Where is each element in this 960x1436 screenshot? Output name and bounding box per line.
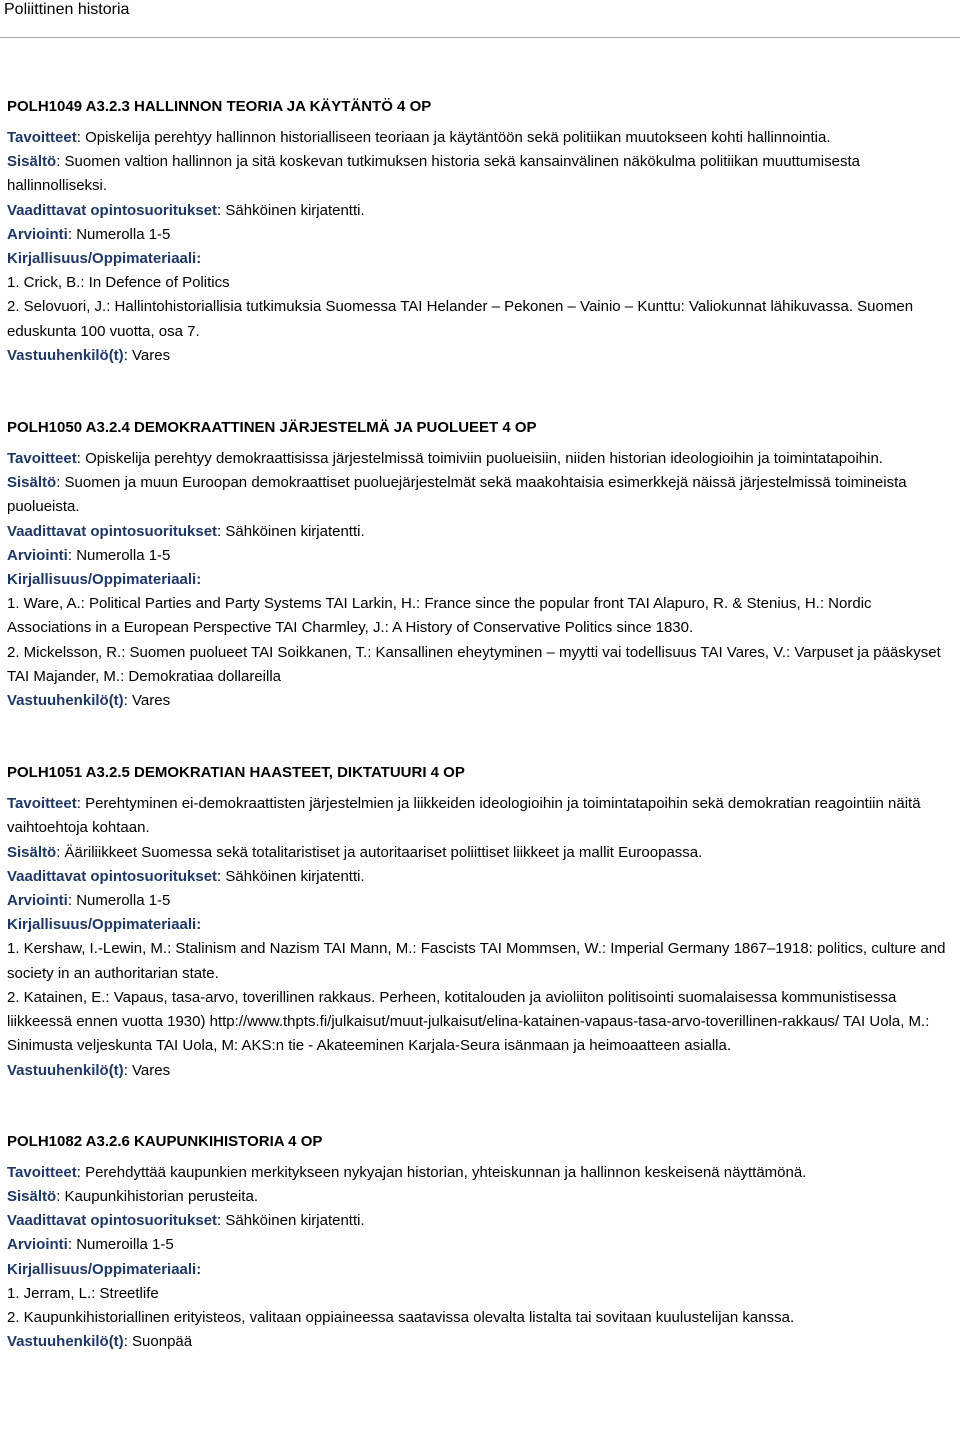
vastuu-line: Vastuuhenkilö(t): Vares xyxy=(7,346,171,364)
sisalto-text: Suomen ja muun Euroopan demokraattiset puoluejärjestelmät sekä maakohtaisia esimerkkejä näissä järjestelmissä toimineista puolueista. xyxy=(7,474,907,516)
sisalto-line: Sisältö: Suomen ja muun Euroopan demokraattiset puoluejärjestelmät sekä maakohtaisia esimerkkejä näissä järjestelmissä toimineista puolueista. xyxy=(7,474,907,516)
sisalto-text: Suomen valtion hallinnon ja sitä koskevan tutkimuksen historia sekä kansainvälinen näkökulma politiikan muuttumisesta hallinnolliseksi. xyxy=(7,153,860,195)
tavoitteet-text: Perehtyminen ei-demokraattisten järjestelmien ja liikkeiden ideologioihin ja toimintatapoihin sekä demokratian reagointiin näitä vaihtoehtoja kohtaan. xyxy=(7,795,921,837)
vastuu-line: Vastuuhenkilö(t): Vares xyxy=(7,692,171,710)
vaadittavat-text: Sähköinen kirjatentti. xyxy=(225,867,365,885)
tavoitteet-label: Tavoitteet xyxy=(7,795,77,813)
tavoitteet-label: Tavoitteet xyxy=(7,1163,77,1181)
vastuu-label: Vastuuhenkilö(t) xyxy=(7,1333,124,1351)
vastuu-label: Vastuuhenkilö(t) xyxy=(7,692,124,710)
tavoitteet-label: Tavoitteet xyxy=(7,129,77,146)
page-header xyxy=(0,0,960,38)
sisalto-text: Ääriliikkeet Suomessa sekä totalitaristiset ja autoritaariset poliittiset liikkeet ja mallit Euroopassa. xyxy=(64,843,703,861)
header-title: Poliittinen historia xyxy=(4,1,130,18)
sisalto-line: Sisältö: Suomen valtion hallinnon ja sitä koskevan tutkimuksen historia sekä kansainvälinen näkökulma politiikan muuttumisesta hallinnolliseksi. xyxy=(7,153,860,195)
vaadittavat-line: Vaadittavat opintosuoritukset: Sähköinen kirjatentti. xyxy=(7,1212,365,1230)
kirjallisuus-label: Kirjallisuus/Oppimateriaali: xyxy=(7,250,202,268)
vaadittavat-text: Sähköinen kirjatentti. xyxy=(225,1212,365,1230)
vaadittavat-label: Vaadittavat opintosuoritukset xyxy=(7,867,218,885)
book-item: 2. Kaupunkihistoriallinen erityisteos, valitaan oppiaineessa saatavissa olevalta listalta tai sovitaan kuulustelijan kanssa. xyxy=(7,1308,795,1326)
vaadittavat-line: Vaadittavat opintosuoritukset: Sähköinen kirjatentti. xyxy=(7,201,365,219)
tavoitteet-text: Opiskelija perehtyy hallinnon historialliseen teoriaan ja käytäntöön sekä politiikan muutokseen kohti hallinnointia. xyxy=(85,129,831,146)
arviointi-line: Arviointi: Numerolla 1-5 xyxy=(7,225,171,243)
tavoitteet-text: Perehdyttää kaupunkien merkitykseen nykyajan historian, yhteiskunnan ja hallinnon keskeisenä näyttämönä. xyxy=(85,1163,807,1181)
vastuu-text: Vares xyxy=(132,692,171,710)
sisalto-line: Sisältö: Ääriliikkeet Suomessa sekä totalitaristiset ja autoritaariset poliittiset liikkeet ja mallit Euroopassa. xyxy=(7,843,703,861)
vastuu-line: Vastuuhenkilö(t): Vares xyxy=(7,1061,171,1079)
tavoitteet-line: Tavoitteet: Opiskelija perehtyy hallinnon historialliseen teoriaan ja käytäntöön sekä politiikan muutokseen kohti hallinnointia. xyxy=(7,129,831,146)
arviointi-line: Arviointi: Numeroilla 1-5 xyxy=(7,1236,174,1254)
tavoitteet-line: Tavoitteet: Perehtyminen ei-demokraattisten järjestelmien ja liikkeiden ideologioihin ja toimintatapoihin sekä demokratian reagointiin näitä vaihtoehtoja kohtaan. xyxy=(7,795,921,837)
book-item: 2. Mickelsson, R.: Suomen puolueet TAI Soikkanen, T.: Kansallinen eheytyminen – myytti vai todellisuus TAI Vares, V.: Varpuset ja pääskyset TAI Majander, M.: Demokratiaa dollareilla xyxy=(7,643,941,685)
tavoitteet-line: Tavoitteet: Opiskelija perehtyy demokraattisissa järjestelmissä toimiviin puolueisiin, niiden historian ideologioihin ja toimintatapoihin. xyxy=(7,450,883,468)
arviointi-line: Arviointi: Numerolla 1-5 xyxy=(7,546,171,564)
arviointi-text: Numeroilla 1-5 xyxy=(76,1236,174,1254)
course-section xyxy=(7,761,952,1082)
vastuu-text: Suonpää xyxy=(132,1333,193,1351)
sisalto-text: Kaupunkihistorian perusteita. xyxy=(64,1187,258,1205)
document-body xyxy=(7,95,952,1354)
tavoitteet-label: Tavoitteet xyxy=(7,450,77,468)
course-title: POLH1051 A3.2.5 DEMOKRATIAN HAASTEET, DIKTATUURI 4 OP xyxy=(7,764,465,782)
vastuu-line: Vastuuhenkilö(t): Suonpää xyxy=(7,1333,193,1351)
kirjallisuus-label: Kirjallisuus/Oppimateriaali: xyxy=(7,571,202,589)
arviointi-label: Arviointi xyxy=(7,1236,68,1254)
course-title: POLH1049 A3.2.3 HALLINNON TEORIA JA KÄYTÄNTÖ 4 OP xyxy=(7,98,432,115)
vaadittavat-text: Sähköinen kirjatentti. xyxy=(225,522,365,540)
sisalto-label: Sisältö xyxy=(7,843,57,861)
vaadittavat-label: Vaadittavat opintosuoritukset xyxy=(7,201,218,219)
tavoitteet-line: Tavoitteet: Perehdyttää kaupunkien merkitykseen nykyajan historian, yhteiskunnan ja hallinnon keskeisenä näyttämönä. xyxy=(7,1163,807,1181)
book-item: 2. Selovuori, J.: Hallintohistoriallisia tutkimuksia Suomessa TAI Helander – Pekonen – Vainio – Kunttu: Valiokunnat lähikuvassa. Suomen eduskunta 100 vuotta, osa 7. xyxy=(7,298,914,340)
arviointi-text: Numerolla 1-5 xyxy=(76,892,171,910)
vaadittavat-line: Vaadittavat opintosuoritukset: Sähköinen kirjatentti. xyxy=(7,867,365,885)
tavoitteet-text: Opiskelija perehtyy demokraattisissa järjestelmissä toimiviin puolueisiin, niiden historian ideologioihin ja toimintatapoihin. xyxy=(85,450,883,468)
arviointi-text: Numerolla 1-5 xyxy=(76,546,171,564)
arviointi-text: Numerolla 1-5 xyxy=(76,225,171,243)
course-title: POLH1050 A3.2.4 DEMOKRAATTINEN JÄRJESTELMÄ JA PUOLUEET 4 OP xyxy=(7,419,537,437)
kirjallisuus-label: Kirjallisuus/Oppimateriaali: xyxy=(7,916,202,934)
arviointi-line: Arviointi: Numerolla 1-5 xyxy=(7,892,171,910)
vastuu-text: Vares xyxy=(132,346,171,364)
sisalto-label: Sisältö xyxy=(7,474,57,492)
kirjallisuus-label: Kirjallisuus/Oppimateriaali: xyxy=(7,1260,202,1278)
course-section xyxy=(7,416,952,713)
sisalto-line: Sisältö: Kaupunkihistorian perusteita. xyxy=(7,1187,258,1205)
course-title: POLH1082 A3.2.6 KAUPUNKIHISTORIA 4 OP xyxy=(7,1132,323,1150)
sisalto-label: Sisältö xyxy=(7,153,57,171)
vastuu-text: Vares xyxy=(132,1061,171,1079)
vastuu-label: Vastuuhenkilö(t) xyxy=(7,1061,124,1079)
book-item: 1. Crick, B.: In Defence of Politics xyxy=(7,274,230,292)
vastuu-label: Vastuuhenkilö(t) xyxy=(7,346,124,364)
vaadittavat-line: Vaadittavat opintosuoritukset: Sähköinen kirjatentti. xyxy=(7,522,365,540)
sisalto-label: Sisältö xyxy=(7,1187,57,1205)
vaadittavat-label: Vaadittavat opintosuoritukset xyxy=(7,1212,218,1230)
course-section xyxy=(7,1130,952,1355)
vaadittavat-text: Sähköinen kirjatentti. xyxy=(225,201,365,219)
course-section xyxy=(7,95,952,368)
vaadittavat-label: Vaadittavat opintosuoritukset xyxy=(7,522,218,540)
book-item: 2. Katainen, E.: Vapaus, tasa-arvo, toverillinen rakkaus. Perheen, kotitalouden ja avioliiton politisointi suomalaisessa kommunistisessa liikkeessä ennen vuotta 1930) http://www.thpts.fi/julkaisut/muut-julkaisut/elina-katainen-vapaus-tasa-arvo-toverillinen-rakkaus/ TAI Uola, M.: Sinimusta veljeskunta TAI Uola, M: AKS:n tie - Akateeminen Karjala-Seura isänmaan ja heimoaatteen asialla. xyxy=(7,988,930,1055)
arviointi-label: Arviointi xyxy=(7,225,68,243)
book-item: 1. Jerram, L.: Streetlife xyxy=(7,1284,159,1302)
arviointi-label: Arviointi xyxy=(7,546,68,564)
book-item: 1. Kershaw, I.-Lewin, M.: Stalinism and Nazism TAI Mann, M.: Fascists TAI Mommsen, W.: Imperial Germany 1867–1918: politics, culture and society in an authoritarian state. xyxy=(7,940,946,982)
book-item: 1. Ware, A.: Political Parties and Party Systems TAI Larkin, H.: France since the popular front TAI Alapuro, R. & Stenius, H.: Nordic Associations in a European Perspective TAI Charmley, J.: A History of Conservative Politics since 1830. xyxy=(7,595,872,637)
arviointi-label: Arviointi xyxy=(7,892,68,910)
